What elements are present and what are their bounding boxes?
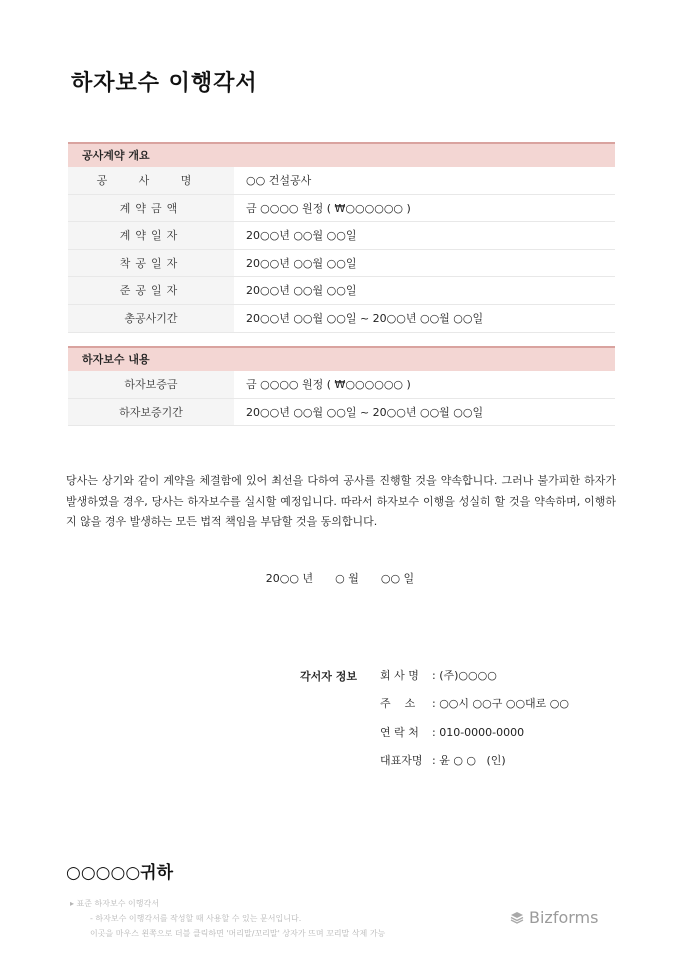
bizforms-logo-icon	[510, 911, 524, 925]
signer-address-value: : ○○시 ○○구 ○○대로 ○○	[432, 697, 569, 711]
row-label-total-period: 총공사기간	[68, 305, 234, 332]
signer-contact-key: 연 락 처	[380, 725, 419, 739]
table-row	[68, 305, 615, 333]
pledge-paragraph: 당사는 상기와 같이 계약을 체결함에 있어 최선을 다하여 공사를 진행할 것을 약속합니다. 그러나 불가피한 하자가 발생하였을 경우, 당사는 하자보수를 실시할 예정입니다. 따라서 하자보수 이행을 성실히 할 것을 약속하며, 이행하지 않을 경우 발생하는 모든 법적 책임을 부담할 것을 동의합니다.	[66, 474, 616, 528]
row-value-start-date: 20○○년 ○○월 ○○일	[246, 256, 357, 270]
table-row	[68, 250, 615, 278]
row-value-defect-deposit: 금 ○○○○ 원정 ( ₩○○○○○○ )	[246, 378, 411, 391]
signer-address-line	[380, 694, 569, 722]
signer-rep-value: : 윤 ○ ○ (인)	[432, 753, 506, 767]
row-label-defect-period: 하자보증기간	[68, 399, 234, 426]
signer-contact-line	[380, 723, 569, 751]
signer-company-key: 회 사 명	[380, 669, 419, 682]
signer-address-key: 주 소	[380, 697, 416, 711]
signer-rep-key: 대표자명	[380, 753, 423, 767]
signer-info-label: 각서자 정보	[300, 670, 357, 683]
bizforms-logo-text: Bizforms	[529, 908, 599, 927]
signer-company-value: : (주)○○○○	[432, 669, 497, 682]
contract-overview-table	[68, 142, 615, 333]
table-row	[68, 371, 615, 399]
row-value-defect-period: 20○○년 ○○월 ○○일 ~ 20○○년 ○○월 ○○일	[246, 405, 484, 419]
date-month: ○ 월	[335, 572, 359, 585]
row-label-completion-date: 준공일자	[68, 277, 234, 304]
document-title: 하자보수 이행각서	[71, 71, 258, 96]
defect-repair-table	[68, 346, 615, 426]
signing-date	[0, 570, 680, 586]
row-value-total-period: 20○○년 ○○월 ○○일 ~ 20○○년 ○○월 ○○일	[246, 311, 484, 325]
row-label-construction-name: 공 사 명	[68, 167, 234, 194]
recipient: ○○○○○귀하	[66, 863, 174, 883]
footnote	[70, 896, 385, 941]
bizforms-logo	[510, 908, 598, 927]
signer-company-line	[380, 666, 569, 694]
footnote-line-3: 이곳을 마우스 왼쪽으로 더블 클릭하면 '머리말/꼬리말' 상자가 뜨며 꼬리말 삭제 가능	[90, 929, 386, 938]
row-value-contract-amount: 금 ○○○○ 원정 ( ₩○○○○○○ )	[246, 201, 411, 215]
defect-repair-header: 하자보수 내용	[68, 346, 615, 371]
row-value-contract-date: 20○○년 ○○월 ○○일	[246, 229, 357, 243]
footnote-line-1: ▸ 표준 하자보수 이행각서	[70, 899, 159, 908]
footnote-line-2: - 하자보수 이행각서를 작성할 때 사용할 수 있는 문서입니다.	[90, 914, 302, 923]
date-year: 20○○ 년	[265, 572, 314, 585]
row-label-contract-amount: 계약금액	[68, 195, 234, 222]
table-row	[68, 222, 615, 250]
row-label-start-date: 착공일자	[68, 250, 234, 277]
table-row	[68, 277, 615, 305]
table-row	[68, 195, 615, 223]
table-row	[68, 399, 615, 427]
contract-overview-header: 공사계약 개요	[68, 142, 615, 167]
signer-info	[380, 666, 569, 779]
row-value-completion-date: 20○○년 ○○월 ○○일	[246, 284, 357, 298]
row-label-contract-date: 계약일자	[68, 222, 234, 249]
row-value-construction-name: ○○ 건설공사	[246, 174, 312, 187]
signer-contact-value: : 010-0000-0000	[432, 725, 525, 739]
date-day: ○○ 일	[380, 572, 415, 585]
signer-rep-line	[380, 751, 569, 779]
table-row	[68, 167, 615, 195]
row-label-defect-deposit: 하자보증금	[68, 371, 234, 398]
